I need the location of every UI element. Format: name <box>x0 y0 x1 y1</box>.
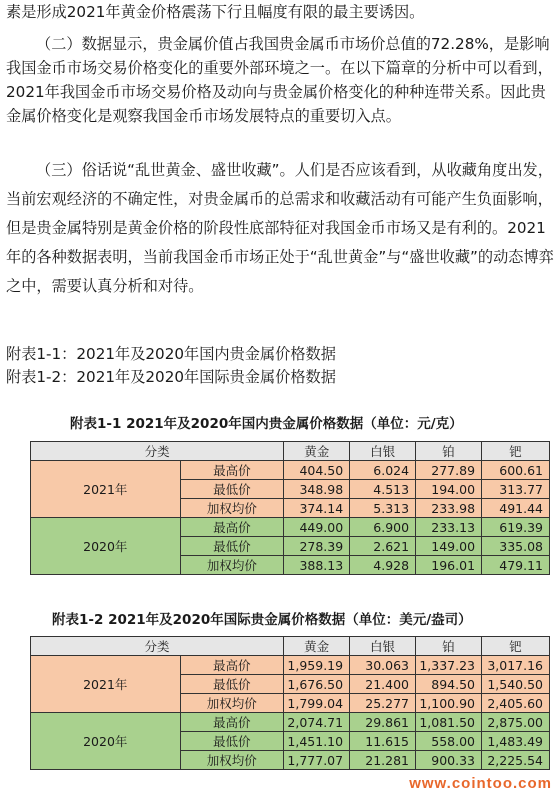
cell-value: 1,337.23 <box>416 656 482 675</box>
row-label: 最低价 <box>180 480 284 499</box>
table-row <box>31 713 550 732</box>
header-gold: 黄金 <box>284 637 350 656</box>
cell-value: 479.11 <box>482 556 550 575</box>
cell-value: 277.89 <box>416 461 482 480</box>
group-year: 2020年 <box>31 713 181 770</box>
header-category: 分类 <box>31 442 284 461</box>
cell-value: 1,777.07 <box>284 751 350 770</box>
table1-header-row <box>31 442 550 461</box>
paragraph-section-three: （三）俗话说“乱世黄金、盛世收藏”。人们是否应该看到，从收藏角度出发，当前宏观经济的不确定性，对贵金属币的总需求和收藏活动有可能产生负面影响，但是贵金属特别是黄金价格的阶段性底部特征对我国金币市场又是有利的。2021年的各种数据表明，当前我国金币市场正处于“乱世黄金”与“盛世收藏”的动态博弈之中，需要认真分析和对待。 <box>6 161 554 295</box>
cell-value: 348.98 <box>284 480 350 499</box>
cell-value: 1,100.90 <box>416 694 482 713</box>
cell-value: 1,959.19 <box>284 656 350 675</box>
cell-value: 21.400 <box>350 675 416 694</box>
cell-value: 600.61 <box>482 461 550 480</box>
cell-value: 278.39 <box>284 537 350 556</box>
cell-value: 194.00 <box>416 480 482 499</box>
cell-value: 196.01 <box>416 556 482 575</box>
cell-value: 2.621 <box>350 537 416 556</box>
cell-value: 5.313 <box>350 499 416 518</box>
cell-value: 4.513 <box>350 480 416 499</box>
cell-value: 335.08 <box>482 537 550 556</box>
cell-value: 21.281 <box>350 751 416 770</box>
row-label: 最低价 <box>180 537 284 556</box>
header-platinum: 铂 <box>416 637 482 656</box>
cell-value: 2,875.00 <box>482 713 550 732</box>
cell-value: 2,225.54 <box>482 751 550 770</box>
row-label: 加权均价 <box>180 694 284 713</box>
table-row <box>31 656 550 675</box>
cell-value: 3,017.16 <box>482 656 550 675</box>
row-label: 加权均价 <box>180 499 284 518</box>
cell-value: 1,799.04 <box>284 694 350 713</box>
cell-value: 233.13 <box>416 518 482 537</box>
cell-value: 491.44 <box>482 499 550 518</box>
table-row <box>31 461 550 480</box>
cell-value: 1,451.10 <box>284 732 350 751</box>
cell-value: 2,074.71 <box>284 713 350 732</box>
cell-value: 2,405.60 <box>482 694 550 713</box>
table1-caption: 附表1-1 2021年及2020年国内贵金属价格数据（单位：元/克） <box>70 416 463 432</box>
group-year: 2020年 <box>31 518 181 575</box>
cell-value: 233.98 <box>416 499 482 518</box>
group-year: 2021年 <box>31 656 181 713</box>
appendix-line-2: 附表1-2：2021年及2020年国际贵金属价格数据 <box>6 368 336 386</box>
cell-value: 313.77 <box>482 480 550 499</box>
row-label: 最高价 <box>180 518 284 537</box>
cell-value: 404.50 <box>284 461 350 480</box>
appendix-line-1: 附表1-1：2021年及2020年国内贵金属价格数据 <box>6 345 336 363</box>
cell-value: 619.39 <box>482 518 550 537</box>
row-label: 加权均价 <box>180 751 284 770</box>
cell-value: 29.861 <box>350 713 416 732</box>
cell-value: 1,081.50 <box>416 713 482 732</box>
row-label: 最低价 <box>180 732 284 751</box>
row-label: 最高价 <box>180 656 284 675</box>
cell-value: 374.14 <box>284 499 350 518</box>
cell-value: 25.277 <box>350 694 416 713</box>
cell-value: 1,676.50 <box>284 675 350 694</box>
header-silver: 白银 <box>350 442 416 461</box>
paragraph-intro-tail: 素是形成2021年黄金价格震荡下行且幅度有限的最主要诱因。 <box>6 3 425 21</box>
header-palladium: 钯 <box>482 637 550 656</box>
cell-value: 1,483.49 <box>482 732 550 751</box>
header-platinum: 铂 <box>416 442 482 461</box>
row-label: 最高价 <box>180 713 284 732</box>
cell-value: 6.024 <box>350 461 416 480</box>
cell-value: 6.900 <box>350 518 416 537</box>
header-silver: 白银 <box>350 637 416 656</box>
table2-caption: 附表1-2 2021年及2020年国际贵金属价格数据（单位：美元/盎司） <box>52 612 472 628</box>
paragraph-section-two: （二）数据显示，贵金属价值占我国贵金属币市场价总值的72.28%，是影响我国金币市场交易价格变化的重要外部环境之一。在以下篇章的分析中可以看到，2021年我国金币市场交易价格及动向与贵金属价格变化的种种连带关系。因此贵金属价格变化是观察我国金币市场发展特点的重要切入点。 <box>6 35 553 125</box>
row-label: 加权均价 <box>180 556 284 575</box>
cell-value: 388.13 <box>284 556 350 575</box>
header-palladium: 钯 <box>482 442 550 461</box>
cell-value: 894.50 <box>416 675 482 694</box>
group-year: 2021年 <box>31 461 181 518</box>
header-gold: 黄金 <box>284 442 350 461</box>
row-label: 最高价 <box>180 461 284 480</box>
cell-value: 149.00 <box>416 537 482 556</box>
header-category: 分类 <box>31 637 284 656</box>
cell-value: 900.33 <box>416 751 482 770</box>
cell-value: 449.00 <box>284 518 350 537</box>
cell-value: 4.928 <box>350 556 416 575</box>
table2-international-prices <box>30 636 550 770</box>
table2-header-row <box>31 637 550 656</box>
cell-value: 30.063 <box>350 656 416 675</box>
cell-value: 11.615 <box>350 732 416 751</box>
row-label: 最低价 <box>180 675 284 694</box>
cell-value: 558.00 <box>416 732 482 751</box>
watermark: www.cointoo.com <box>409 775 552 792</box>
table-row <box>31 518 550 537</box>
table1-domestic-prices <box>30 441 550 575</box>
cell-value: 1,540.50 <box>482 675 550 694</box>
